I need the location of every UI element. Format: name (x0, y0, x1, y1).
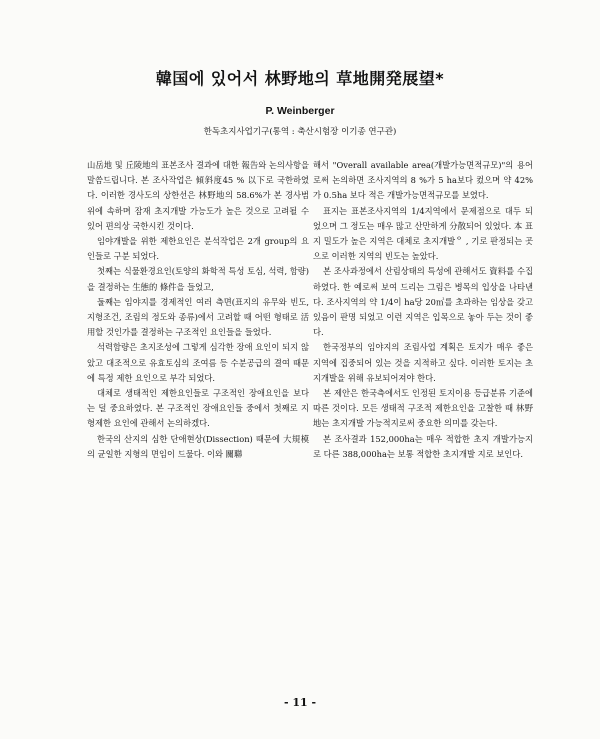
paragraph: 한국의 산지의 심한 단애현상(Dissection) 때문에 大規模의 균일한 지형의 면임이 드물다. 이와 關聯 (87, 433, 309, 459)
left-column (87, 158, 309, 462)
paragraph: 첫째는 식물환경요인(토양의 화학적 특성 토심, 석력, 함량)을 결정하는 生態的 條件을 들었고, (87, 266, 309, 292)
paper-title: 韓国에 있어서 林野地의 草地開発展望* (155, 69, 445, 88)
page-number: - 11 - (283, 696, 317, 709)
paragraph: 한국정부의 임야지의 조림사업 계획은 토지가 매우 좋은 지역에 집중되어 있는 것을 지적하고 싶다. 이러한 토지는 초지개발을 위해 유보되어져야 한다. (313, 342, 533, 383)
author-name: P. Weinberger (265, 105, 335, 117)
paragraph: 석력함량은 초지조성에 그렇게 심각한 장애 요인이 되지 않았고 대조적으로 유효토심의 조여름 등 수분공급의 결여 때문에 특정 제한 요인으로 부각 되었다. (87, 342, 309, 383)
author-affiliation: 한독초지사업기구(통역 : 축산시험장 이기종 연구관) (203, 127, 397, 137)
paragraph: 본 제안은 한국측에서도 인정된 토지이용 등급분류 기준에 따른 것이다. 모든 생태적 구조적 제한요인을 고찰한 때 林野地는 초지개발 가능적지로써 중요한 의미를 갖는다. (313, 388, 533, 429)
paragraph: 본 조사과정에서 산림상태의 특성에 관해서도 資料를 수집하였다. 한 예로써 보여 드리는 그림은 병목의 입상을 나타낸다. 조사지역의 약 1/4이 ha당 20㎥를 초과하는 임상을 갖고 있음이 판명 되었고 이런 지역은 입목으로 놓아 두는 것이 좋다. (313, 266, 533, 338)
paragraph: 대체로 생태적인 제한요인들로 구조적인 장애요인을 보다는 덜 중요하였다. 본 구조적인 장애요인들 중에서 첫째로 지형제한 요인에 관해서 논의하겠다. (87, 388, 309, 429)
paragraph: 山岳地 및 丘陵地의 표본조사 결과에 대한 報告와 논의사항을 말씀드립니다. 본 조사작업은 傾斜度45 % 以下로 국한하였다. 이러한 경사도의 상한선은 林野地의 58.6%가 본 경사범위에 속하며 잠재 초지개발 가능도가 높은 것으로 고려될 수 있어 편의상 국한시킨 것이다. (87, 160, 309, 231)
paragraph: 본 조사결과 152,000ha는 매우 적합한 초지 개발가능지로 다른 388,000ha는 보통 적합한 초지개발 지로 보인다. (313, 433, 533, 459)
paragraph: 임야개발을 위한 제한요인은 분석작업은 2개 group의 요인들로 구분 되었다. (87, 236, 309, 262)
paragraph: 표지는 표본조사지역의 1/4지역에서 문제점으로 대두 되었으며 그 정도는 매우 많고 산만하게 分散되어 있었다. 本 표지 밀도가 높은 지역은 대체로 초지개발ᄋ , 기로 판정되는 곳으로 이러한 지역의 빈도는 높았다. (313, 205, 533, 262)
paragraph: 둘째는 임야지를 경제적인 여러 측면(표지의 유무와 빈도, 지형조건, 조림의 정도와 종류)에서 고려할 때 어떤 형태로 活用할 것인가를 결정하는 구조적인 요인들을 들었다. (87, 296, 309, 338)
right-column (313, 158, 533, 462)
paragraph: 해서 "Overall available area(개발가능면적규모)"의 용어로써 논의하면 조사지역의 8 %가 5 ha보다 컸으며 약 42%가 0.5ha 보다 적은 개발가능면적규모를 보였다. (313, 160, 533, 201)
